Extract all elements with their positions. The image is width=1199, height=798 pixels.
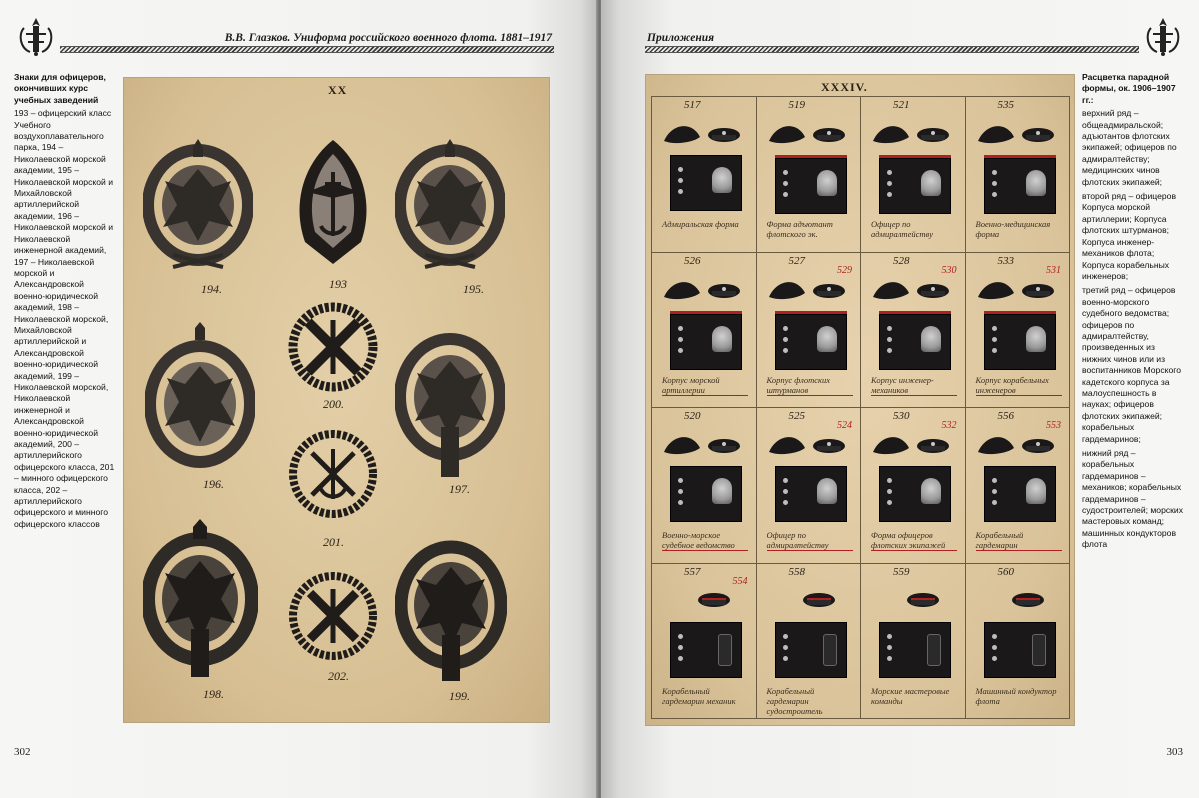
badge-label: 201.	[323, 535, 344, 549]
epaulette-icon	[817, 170, 837, 196]
epaulette-icon	[817, 326, 837, 352]
coat-swatch	[879, 622, 951, 678]
button-row-icon	[992, 634, 998, 667]
badge-202	[288, 571, 378, 661]
plate-item-number: 521	[893, 99, 910, 111]
button-row-icon	[992, 326, 998, 359]
badge-label: 196.	[203, 477, 224, 491]
button-row-icon	[678, 167, 684, 200]
uniform-cell	[652, 564, 757, 720]
wreath-eagle-badge-icon	[145, 322, 255, 472]
epaulette-icon	[712, 478, 732, 504]
coat-swatch	[879, 311, 951, 370]
badge-201	[288, 429, 378, 519]
caption	[14, 72, 116, 533]
uniform-description: Адмиральская форма	[662, 219, 739, 229]
plate-item-number: 525	[788, 410, 805, 422]
headwear-icon	[976, 584, 1062, 619]
plate-item-number: 517	[684, 99, 701, 111]
uniform-description: Корпус флотских штурманов	[767, 375, 853, 396]
epaulette-icon	[921, 326, 941, 352]
rope-divider	[645, 46, 1139, 53]
badge-193	[285, 132, 381, 272]
caption-paragraph: второй ряд – офицеров Корпуса морской артиллерии; Корпуса флотских штурманов; Корпуса инженер-механиков флота; Корпуса корабельных инженеров;	[1082, 191, 1177, 281]
coat-swatch	[775, 311, 847, 370]
button-row-icon	[678, 478, 684, 511]
headwear-icon	[767, 117, 853, 152]
uniform-cell	[861, 564, 966, 720]
plate-item-number: 528	[893, 254, 910, 267]
coat-swatch	[984, 311, 1056, 370]
headwear-icon	[662, 584, 748, 619]
coat-swatch	[879, 155, 951, 214]
coat-swatch	[670, 311, 742, 370]
headwear-icon	[871, 117, 957, 152]
button-row-icon	[887, 634, 893, 667]
caption-paragraph: третий ряд – офицеров военно-морского судебного ведомства; офицеров по адмиралтейству, произведенных из нижних чинов или из воспитанников Морского кадетского корпуса за малоуспешность в науках; офицеров флотских экипажей; корабельных гардемаринов;	[1082, 285, 1181, 444]
red-item-number: 554	[732, 575, 748, 587]
uniform-cell	[757, 408, 862, 564]
uniform-cell	[652, 97, 757, 253]
headwear-icon	[662, 273, 748, 308]
uniform-description: Военно-медицинская форма	[975, 219, 1051, 239]
coat-swatch	[670, 155, 742, 211]
anchor-eagle-badge-icon	[285, 132, 381, 272]
caption	[1082, 72, 1186, 554]
page-number: 302	[14, 746, 31, 758]
headwear-icon	[871, 584, 957, 619]
uniform-cell	[861, 253, 966, 409]
badge-label: 197.	[449, 482, 470, 496]
badge-label: 194.	[201, 282, 222, 296]
badge-200	[288, 302, 378, 392]
badge-label: 200.	[323, 397, 344, 411]
epaulette-icon	[718, 634, 732, 666]
epaulette-icon	[927, 634, 941, 666]
red-item-number: 524	[837, 420, 852, 431]
badge-196	[145, 322, 255, 472]
caption-paragraph: верхний ряд – общеадмиральской; адъютантов флотских экипажей; офицеров по адмиралтейству; медицинских чинов флотских экипажей;	[1082, 108, 1177, 187]
plate-item-number: 559	[893, 565, 910, 578]
uniform-description: Корпус корабельных инженеров	[976, 375, 1062, 396]
rope-divider	[60, 46, 554, 53]
coat-swatch	[775, 466, 847, 522]
badge-197	[395, 317, 505, 487]
wreath-eagle-badge-icon	[143, 137, 253, 272]
plate-item-number: 520	[684, 410, 701, 422]
epaulette-icon	[817, 478, 837, 504]
caption-paragraph: нижний ряд – корабельных гардемаринов – механиков; корабельных гардемаринов – судостроителей; морских мастеровых команд; машинных кондукторов флота	[1082, 448, 1184, 550]
coat-swatch	[984, 466, 1056, 522]
uniform-cell	[861, 408, 966, 564]
epaulette-icon	[712, 167, 732, 193]
epaulette-icon	[1026, 170, 1046, 196]
plate-item-number: 558	[788, 565, 805, 578]
wreath-eagle-badge-icon	[395, 317, 505, 487]
red-item-number: 532	[941, 420, 957, 431]
coat-swatch	[670, 466, 742, 522]
uniform-cell	[966, 97, 1071, 253]
headwear-icon	[976, 117, 1062, 152]
uniform-cell	[652, 253, 757, 409]
plate-number: XXXIV.	[821, 80, 868, 94]
running-head: Приложения	[647, 32, 715, 44]
wreath-eagle-badge-icon	[395, 525, 507, 687]
uniform-cell	[966, 253, 1071, 409]
uniform-cell	[757, 253, 862, 409]
red-item-number: 531	[1046, 264, 1061, 276]
plate-item-number: 519	[788, 99, 805, 111]
monogram-ornament-icon	[1141, 14, 1185, 58]
button-row-icon	[783, 170, 789, 203]
headwear-icon	[976, 428, 1062, 463]
headwear-icon	[976, 273, 1062, 308]
badge-label: 199.	[449, 689, 470, 703]
badge-199	[395, 525, 507, 687]
plate-item-number: 557	[684, 565, 701, 578]
uniform-cell	[966, 408, 1071, 564]
caption-text: 193 – офицерский класс Учебного воздухоплавательного парка, 194 – Николаевской морской академии, 195 – Николаевской морской и Михайловской артиллерийской академии, 196 – Николаевской морской и Николаевской инженерной академий, 197 – Николаевской морской и Александровской военно-юридической академий, 198 – Николаевской морской, Михайловской артиллерийской и Александровской военно-юридической академий, 199 – Николаевской морской, Николаевской инженерной и Александровской военно-юридической академий, 200 – артиллерийского офицерского класса, 201 – минного офицерского класса, 202 – артиллерийского офицерского и минного офицерского классов	[14, 108, 115, 529]
uniform-description: Форма офицеров флотских экипажей	[871, 530, 957, 551]
caption-title: Расцветка парадной формы, ок. 1906–1907 гг.:	[1082, 72, 1176, 105]
button-row-icon	[678, 634, 684, 667]
uniform-description: Корабельный гардемарин судостроитель	[766, 685, 823, 716]
headwear-icon	[871, 428, 957, 463]
epaulette-icon	[921, 478, 941, 504]
badge-label: 202.	[328, 669, 349, 683]
uniform-description: Военно-морское судебное ведомство	[662, 530, 748, 551]
badge-198	[143, 519, 258, 684]
uniform-description: Офицер по адмиралтейству	[767, 530, 853, 551]
epaulette-icon	[921, 170, 941, 196]
cross-wreath-badge-icon	[288, 302, 378, 392]
red-item-number: 530	[941, 264, 957, 276]
coat-swatch	[775, 155, 847, 214]
coat-swatch	[984, 622, 1056, 678]
plate-number: XX	[328, 83, 348, 97]
button-row-icon	[992, 170, 998, 203]
epaulette-icon	[1026, 326, 1046, 352]
uniform-cell	[757, 564, 862, 720]
coat-swatch	[984, 155, 1056, 214]
button-row-icon	[887, 478, 893, 511]
badges-plate	[123, 77, 550, 723]
uniform-cell	[652, 408, 757, 564]
headwear-icon	[767, 428, 853, 463]
coat-swatch	[879, 466, 951, 522]
cross-wreath-badge-icon	[288, 429, 378, 519]
left-page	[0, 0, 598, 798]
red-item-number: 553	[1046, 420, 1061, 431]
plate-item-number: 526	[684, 254, 701, 267]
plate-item-number: 530	[893, 410, 910, 422]
uniform-grid	[651, 96, 1070, 719]
wreath-eagle-badge-icon	[395, 137, 505, 272]
epaulette-icon	[823, 634, 837, 666]
uniform-description: Форма адъютант флотского эк.	[766, 219, 833, 239]
page-number: 303	[1166, 746, 1183, 758]
uniform-description: Машинный кондуктор флота	[975, 685, 1057, 706]
button-row-icon	[887, 170, 893, 203]
epaulette-icon	[1032, 634, 1046, 666]
epaulette-icon	[712, 326, 732, 352]
plate-item-number: 527	[788, 254, 805, 267]
red-item-number: 529	[837, 264, 852, 276]
badge-195	[395, 137, 505, 272]
button-row-icon	[992, 478, 998, 511]
caption-title: Знаки для офицеров, окончивших курс учебных заведений	[14, 72, 106, 105]
uniform-description: Корабельный гардемарин	[976, 530, 1062, 551]
coat-swatch	[670, 622, 742, 678]
running-head: В.В. Глазков. Униформа российского военного флота. 1881–1917	[224, 32, 552, 44]
headwear-icon	[767, 584, 853, 619]
wreath-eagle-badge-icon	[143, 519, 258, 684]
uniform-colour-plate	[645, 74, 1075, 726]
headwear-icon	[871, 273, 957, 308]
button-row-icon	[887, 326, 893, 359]
headwear-icon	[767, 273, 853, 308]
plate-item-number: 556	[997, 410, 1014, 422]
uniform-description: Морские мастеровые команды	[871, 685, 950, 706]
uniform-cell	[861, 97, 966, 253]
uniform-description: Офицер по адмиралтейству	[871, 219, 933, 239]
button-row-icon	[678, 326, 684, 359]
button-row-icon	[783, 326, 789, 359]
headwear-icon	[662, 428, 748, 463]
headwear-icon	[662, 117, 748, 152]
right-page	[601, 0, 1199, 798]
uniform-description: Корабельный гардемарин механик	[662, 685, 736, 706]
coat-swatch	[775, 622, 847, 678]
plate-item-number: 535	[997, 99, 1014, 111]
uniform-cell	[757, 97, 862, 253]
epaulette-icon	[1026, 478, 1046, 504]
badge-label: 198.	[203, 687, 224, 701]
badge-194	[143, 137, 253, 272]
cross-wreath-badge-icon	[288, 571, 378, 661]
button-row-icon	[783, 634, 789, 667]
button-row-icon	[783, 478, 789, 511]
plate-item-number: 560	[997, 565, 1014, 578]
badge-label: 193	[329, 277, 347, 291]
badge-label: 195.	[463, 282, 484, 296]
uniform-description: Корпус морской артиллерии	[662, 375, 748, 396]
plate-item-number: 533	[997, 254, 1014, 267]
uniform-description: Корпус инженер-механиков	[871, 375, 957, 396]
uniform-cell	[966, 564, 1071, 720]
monogram-ornament-icon	[14, 14, 58, 58]
